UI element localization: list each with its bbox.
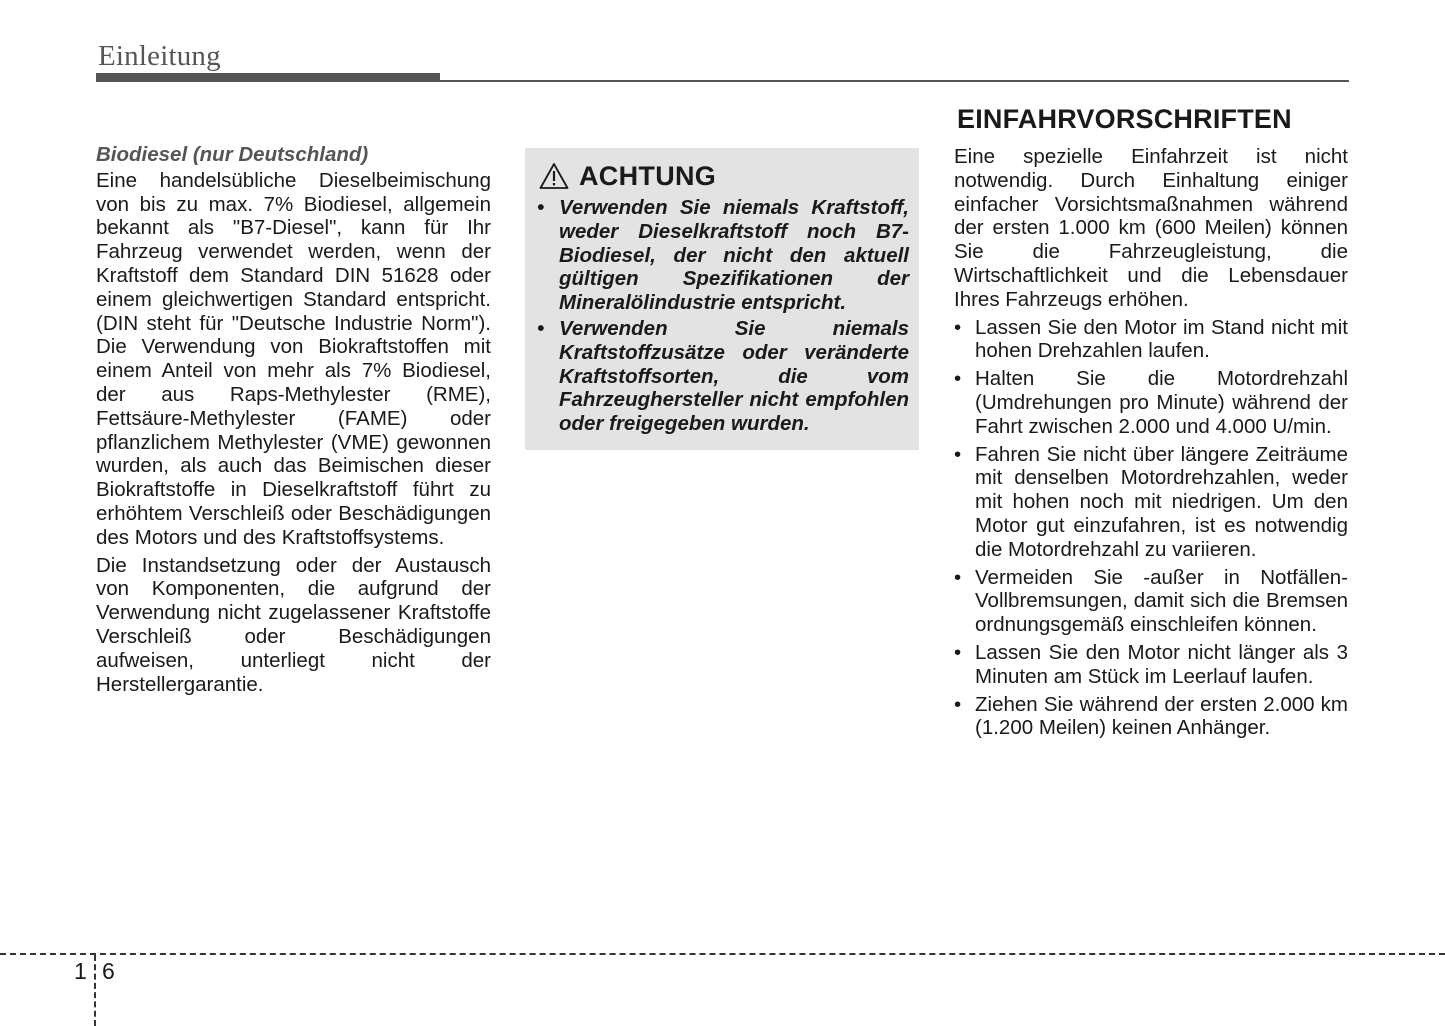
- list-item: • Ziehen Sie während der ersten 2.000 km (1.200 Meilen) keinen Anhänger.: [954, 693, 1348, 741]
- list-item: • Fahren Sie nicht über längere Zeiträume mit denselben Motordrehzahlen, weder mit hohen noch mit niedrigen. Um den Motor gut einzufahren, ist es notwendig die Motordrehzahl zu variieren.: [954, 443, 1348, 562]
- section-header-title: Einleitung: [98, 40, 221, 72]
- list-item: • Lassen Sie den Motor im Stand nicht mit hohen Drehzahlen laufen.: [954, 316, 1348, 364]
- biodiesel-paragraph-1: Eine handelsübliche Dieselbeimischung von bis zu max. 7% Biodiesel, allgemein bekannt als "B7-Diesel", kann für Ihr Fahrzeug verwendet werden, wenn der Kraftstoff dem Standard DIN 51628 oder einem gleichwertigen Standard entspricht. (DIN steht für "Deutsche Industrie Norm"). Die Verwendung von Biokraftstoffen mit einem Anteil von mehr als 7% Biodiesel, der aus Raps-Methylester (RME), Fettsäure-Methylester (FAME) oder pflanzlichem Methylester (VME) gewonnen wurden, als auch das Beimischen dieser Biokraftstoffe in Dieselkraftstoff führt zu erhöhtem Verschleiß oder Beschädigungen des Motors und des Kraftstoffsystems.: [96, 168, 491, 549]
- list-item: • Halten Sie die Motordrehzahl (Umdrehungen pro Minute) während der Fahrt zwischen 2.000 und 4.000 U/min.: [954, 367, 1348, 438]
- caution-list: [537, 196, 909, 436]
- caution-title: ACHTUNG: [579, 160, 717, 191]
- caution-header: [537, 158, 909, 194]
- header-accent-bar: [96, 73, 440, 82]
- break-in-list: [954, 316, 1348, 741]
- warning-triangle-icon: [539, 162, 569, 190]
- biodiesel-subheading: Biodiesel (nur Deutschland): [96, 143, 369, 166]
- list-item: • Vermeiden Sie -außer in Notfällen- Vollbremsungen, damit sich die Bremsen ordnungsgemäß einschleifen können.: [954, 566, 1348, 637]
- footer-dashed-divider: [94, 955, 96, 1026]
- header-rule: [440, 80, 1349, 82]
- break-in-intro: Eine spezielle Einfahrzeit ist nicht notwendig. Durch Einhaltung einiger einfacher Vorsichtsmaßnahmen während der ersten 1.000 km (600 Meilen) können Sie die Fahrzeugleistung, die Wirtschaftlichkeit und die Lebensdauer Ihres Fahrzeugs erhöhen.: [954, 145, 1348, 311]
- page-number: 6: [102, 958, 115, 984]
- chapter-number: 1: [74, 958, 87, 984]
- list-item: • Lassen Sie den Motor nicht länger als 3 Minuten am Stück im Leerlauf laufen.: [954, 641, 1348, 689]
- footer-dashed-rule: [0, 953, 1445, 955]
- left-column: [96, 143, 491, 700]
- caution-item: • Verwenden Sie niemals Kraftstoff, weder Dieselkraftstoff noch B7-Biodiesel, der nicht den aktuell gültigen Spezifikationen der Mineralölindustrie entspricht.: [537, 196, 909, 315]
- caution-item: • Verwenden Sie niemals Kraftstoffzusätze oder veränderte Kraftstoffsorten, die vom Fahrzeughersteller nicht empfohlen oder freigegeben wurden.: [537, 317, 909, 436]
- caution-box: [525, 148, 919, 450]
- biodiesel-paragraph-2: Die Instandsetzung oder der Austausch von Komponenten, die aufgrund der Verwendung nicht zugelassener Kraftstoffe Verschleiß oder Beschädigungen aufweisen, unterliegt nicht der Herstellergarantie.: [96, 553, 491, 696]
- right-column: [954, 145, 1348, 744]
- break-in-title: EINFAHRVORSCHRIFTEN: [957, 104, 1292, 134]
